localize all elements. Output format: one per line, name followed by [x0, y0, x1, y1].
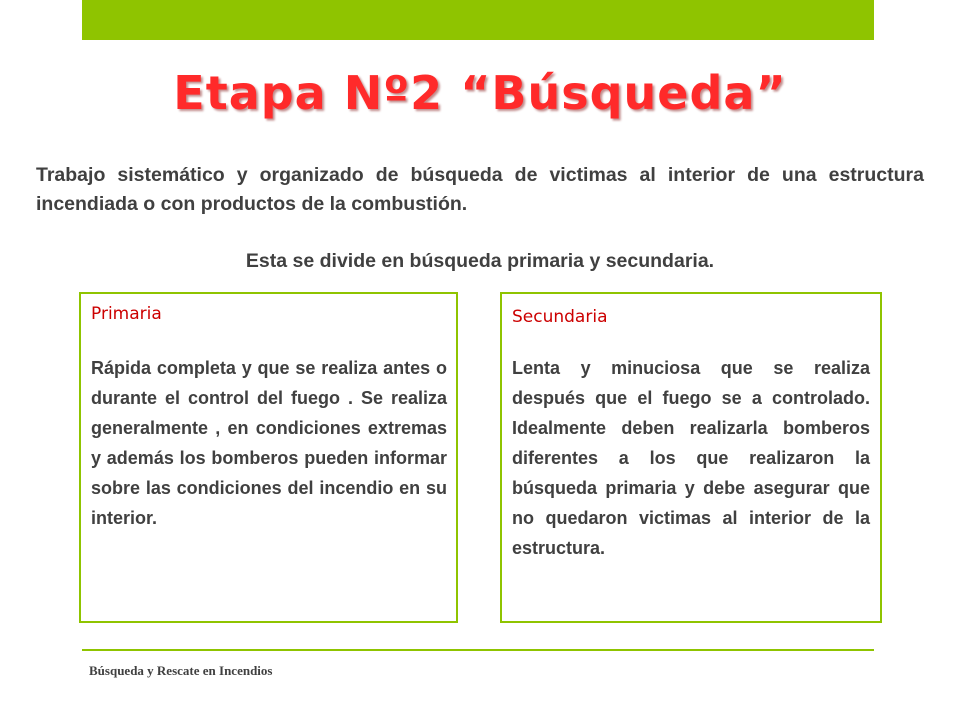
- slide-title: Etapa Nº2 “Búsqueda”: [173, 66, 787, 120]
- secondary-search-box: [500, 292, 882, 623]
- primary-description: Rápida completa y que se realiza antes o durante el control del fuego . Se realiza generalmente , en condiciones extremas y además los bomberos pueden informar sobre las condiciones del incendio en su interior.: [91, 358, 447, 528]
- footer-text: Búsqueda y Rescate en Incendios: [89, 663, 273, 678]
- bottom-divider: [82, 649, 874, 651]
- primary-search-box: [79, 292, 458, 623]
- subintro-text: Esta se divide en búsqueda primaria y secundaria.: [245, 250, 715, 272]
- secondary-description: Lenta y minuciosa que se realiza después que el fuego se a controlado. Idealmente deben realizarla bomberos diferentes a los que realizaron la búsqueda primaria y debe asegurar que no quedaron victimas al interior de la estructura.: [512, 358, 870, 558]
- secondary-heading: Secundaria: [512, 307, 608, 327]
- primary-heading: Primaria: [91, 304, 162, 324]
- top-accent-bar: [82, 0, 874, 40]
- intro-text: Trabajo sistemático y organizado de búsqueda de victimas al interior de una estructura incendiada o con productos de la combustión.: [36, 164, 924, 215]
